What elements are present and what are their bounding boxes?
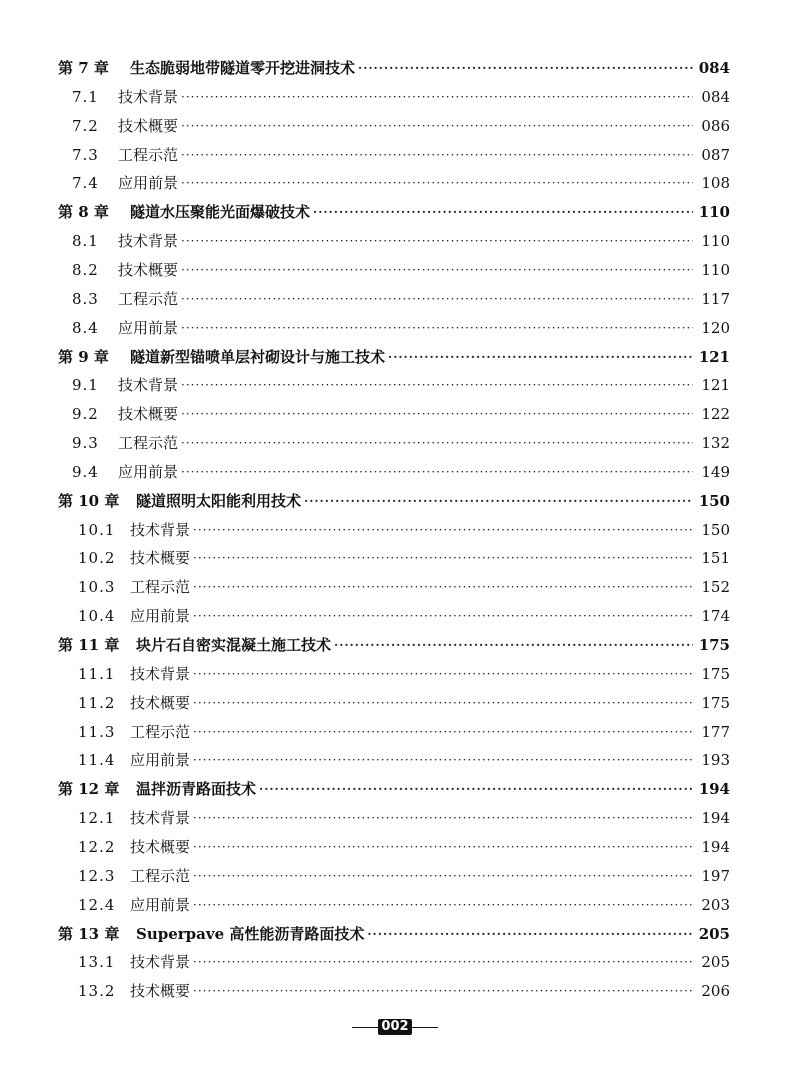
toc-entry-label xyxy=(58,170,178,196)
toc-entry-title: 生态脆弱地带隧道零开挖进洞技术 xyxy=(130,59,356,77)
toc-entry-page: 087 xyxy=(701,145,730,164)
dot-leader xyxy=(181,257,693,283)
page-footer xyxy=(0,1016,790,1038)
dot-leader xyxy=(388,344,693,370)
toc-entry-page: 117 xyxy=(701,289,730,308)
dot-leader xyxy=(181,459,693,485)
toc-entry-title: 技术背景 xyxy=(130,664,191,683)
toc-entry-label xyxy=(58,55,355,81)
toc-section-entry[interactable] xyxy=(58,401,730,427)
toc-entry-number: 第 10 章 xyxy=(58,491,120,510)
toc-entry-number: 10.3 xyxy=(78,578,116,597)
toc-entry-page: 121 xyxy=(701,376,730,395)
toc-entry-number: 12.4 xyxy=(78,895,116,914)
toc-entry-title: 温拌沥青路面技术 xyxy=(136,780,257,799)
toc-section-entry[interactable] xyxy=(58,372,730,398)
toc-section-entry[interactable] xyxy=(58,661,730,687)
toc-section-entry[interactable] xyxy=(58,459,730,485)
toc-entry-number: 7.2 xyxy=(72,116,99,135)
toc-entry-label xyxy=(58,142,178,168)
toc-entry-page: 108 xyxy=(701,174,730,193)
toc-entry-number: 第 9 章 xyxy=(58,347,109,366)
dot-leader xyxy=(304,488,693,514)
toc-entry-number: 9.3 xyxy=(72,434,99,453)
toc-section-entry[interactable] xyxy=(58,834,730,860)
toc-entry-number: 12.2 xyxy=(78,837,116,856)
toc-section-entry[interactable] xyxy=(58,719,730,745)
toc-entry-title: 应用前景 xyxy=(118,174,179,193)
toc-entry-number: 8.2 xyxy=(72,260,99,279)
dot-leader xyxy=(181,315,693,341)
toc-entry-title: 块片石自密实混凝土施工技术 xyxy=(136,636,332,654)
toc-entry-label xyxy=(58,574,190,600)
toc-entry-number: 9.2 xyxy=(72,405,99,424)
dot-leader xyxy=(193,978,693,1004)
toc-entry-label xyxy=(58,892,190,918)
toc-section-entry[interactable] xyxy=(58,747,730,773)
toc-entry-number: 11.1 xyxy=(78,664,116,683)
toc-entry-label xyxy=(58,228,178,254)
toc-entry-title: 工程示范 xyxy=(118,434,179,453)
dot-leader xyxy=(367,921,693,947)
dot-leader xyxy=(193,949,693,975)
toc-entry-title: 技术概要 xyxy=(130,693,191,712)
toc-section-entry[interactable] xyxy=(58,142,730,168)
toc-section-entry[interactable] xyxy=(58,517,730,543)
toc-entry-title: 技术概要 xyxy=(130,837,191,856)
toc-entry-page: 197 xyxy=(701,866,730,885)
toc-entry-number: 7.3 xyxy=(72,145,99,164)
toc-entry-number: 10.4 xyxy=(78,607,116,626)
toc-entry-number: 10.2 xyxy=(78,549,116,568)
toc-entry-page: 177 xyxy=(701,722,730,741)
toc-entry-page: 110 xyxy=(701,260,730,279)
dot-leader xyxy=(193,805,693,831)
toc-entry-title: 技术背景 xyxy=(118,87,179,106)
toc-section-entry[interactable] xyxy=(58,805,730,831)
dot-leader xyxy=(181,113,693,139)
toc-entry-label xyxy=(58,401,178,427)
toc-section-entry[interactable] xyxy=(58,84,730,110)
dot-leader xyxy=(334,632,693,658)
toc-section-entry[interactable] xyxy=(58,690,730,716)
toc-entry-page: 194 xyxy=(701,837,730,856)
toc-entry-title: 隧道水压聚能光面爆破技术 xyxy=(130,203,311,222)
toc-entry-title: 工程示范 xyxy=(130,866,191,885)
toc-entry-title: 技术背景 xyxy=(118,232,179,251)
dot-leader xyxy=(193,719,693,745)
toc-entry-label xyxy=(58,199,310,225)
toc-entry-label xyxy=(58,372,178,398)
toc-entry-title: 工程示范 xyxy=(130,722,191,741)
toc-entry-number: 8.3 xyxy=(72,289,99,308)
toc-entry-label xyxy=(58,949,190,975)
toc-entry-page: 175 xyxy=(701,693,730,712)
toc-entry-number: 9.4 xyxy=(72,462,99,481)
dot-leader xyxy=(193,574,693,600)
toc-entry-page: 151 xyxy=(701,549,730,568)
footer-rule-left xyxy=(352,1027,378,1028)
toc-entry-number: 第 13 章 xyxy=(58,924,120,943)
dot-leader xyxy=(358,55,693,81)
toc-entry-title: 技术背景 xyxy=(130,953,191,972)
toc-entry-label xyxy=(58,257,178,283)
dot-leader xyxy=(181,401,693,427)
toc-chapter-entry[interactable] xyxy=(58,776,730,802)
toc-entry-label xyxy=(58,805,190,831)
toc-entry-page: 194 xyxy=(701,809,730,828)
toc-entry-title: 技术概要 xyxy=(118,116,179,135)
dot-leader xyxy=(313,199,693,225)
dot-leader xyxy=(193,661,693,687)
toc-entry-title: 应用前景 xyxy=(130,607,191,626)
toc-section-entry[interactable] xyxy=(58,170,730,196)
toc-entry-label xyxy=(58,517,190,543)
toc-entry-title: 隧道新型锚喷单层衬砌设计与施工技术 xyxy=(130,347,386,366)
toc-entry-label xyxy=(58,459,178,485)
toc-chapter-entry[interactable] xyxy=(58,921,730,947)
toc-entry-label xyxy=(58,603,190,629)
toc-entry-label xyxy=(58,719,190,745)
toc-entry-number: 9.1 xyxy=(72,376,99,395)
dot-leader xyxy=(181,228,693,254)
toc-section-entry[interactable] xyxy=(58,863,730,889)
toc-entry-number: 13.2 xyxy=(78,982,116,1001)
toc-entry-number: 8.4 xyxy=(72,318,99,337)
toc-entry-title: 工程示范 xyxy=(118,145,179,164)
page-number: 002 xyxy=(378,1019,411,1035)
toc-entry-page: 120 xyxy=(701,318,730,337)
toc-entry-title: 技术概要 xyxy=(118,260,179,279)
toc-section-entry[interactable] xyxy=(58,257,730,283)
toc-entry-label xyxy=(58,430,178,456)
toc-entry-title: Superpave 高性能沥青路面技术 xyxy=(136,924,365,943)
toc-entry-label xyxy=(58,315,178,341)
toc-entry-title: 技术概要 xyxy=(118,405,179,424)
toc-entry-page: 132 xyxy=(701,434,730,453)
toc-entry-page: 193 xyxy=(701,751,730,770)
toc-entry-number: 10.1 xyxy=(78,520,116,539)
toc-section-entry[interactable] xyxy=(58,949,730,975)
toc-entry-page: 084 xyxy=(701,87,730,106)
toc-entry-page: 175 xyxy=(701,664,730,683)
dot-leader xyxy=(181,84,693,110)
toc-entry-number: 12.3 xyxy=(78,866,116,885)
toc-entry-page: 150 xyxy=(698,491,730,510)
toc-entry-number: 11.2 xyxy=(78,693,116,712)
toc-entry-title: 技术概要 xyxy=(130,549,191,568)
toc-entry-number: 第 11 章 xyxy=(58,636,120,654)
dot-leader xyxy=(193,747,693,773)
toc-entry-title: 应用前景 xyxy=(118,462,179,481)
toc-section-entry[interactable] xyxy=(58,430,730,456)
toc-entry-number: 第 12 章 xyxy=(58,780,120,799)
dot-leader xyxy=(181,170,693,196)
toc-entry-title: 应用前景 xyxy=(130,895,191,914)
toc-entry-title: 隧道照明太阳能利用技术 xyxy=(136,491,302,510)
toc-entry-number: 11.4 xyxy=(78,751,116,770)
toc-entry-label xyxy=(58,863,190,889)
dot-leader xyxy=(181,372,693,398)
toc-entry-page: 152 xyxy=(701,578,730,597)
toc-entry-title: 工程示范 xyxy=(130,578,191,597)
toc-entry-title: 工程示范 xyxy=(118,289,179,308)
toc-entry-page: 150 xyxy=(701,520,730,539)
toc-entry-number: 7.1 xyxy=(72,87,99,106)
footer-rule-right xyxy=(412,1027,438,1028)
toc-entry-label xyxy=(58,921,364,947)
toc-entry-title: 技术背景 xyxy=(118,376,179,395)
dot-leader xyxy=(193,517,693,543)
dot-leader xyxy=(193,863,693,889)
toc-entry-label xyxy=(58,286,178,312)
toc-entry-page: 084 xyxy=(698,59,730,77)
toc-entry-page: 194 xyxy=(698,780,730,799)
dot-leader xyxy=(193,834,693,860)
toc-section-entry[interactable] xyxy=(58,892,730,918)
toc-chapter-entry[interactable] xyxy=(58,632,730,658)
toc-entry-number: 12.1 xyxy=(78,809,116,828)
toc-entry-title: 应用前景 xyxy=(130,751,191,770)
toc-entry-page: 121 xyxy=(698,347,730,366)
dot-leader xyxy=(181,430,693,456)
toc-section-entry[interactable] xyxy=(58,978,730,1004)
toc-entry-page: 203 xyxy=(701,895,730,914)
toc-entry-number: 13.1 xyxy=(78,953,116,972)
toc-chapter-entry[interactable] xyxy=(58,344,730,370)
toc-entry-page: 086 xyxy=(701,116,730,135)
toc-entry-label xyxy=(58,488,301,514)
toc-entry-number: 7.4 xyxy=(72,174,99,193)
toc-entry-page: 149 xyxy=(701,462,730,481)
dot-leader xyxy=(181,286,693,312)
toc-section-entry[interactable] xyxy=(58,315,730,341)
dot-leader xyxy=(193,690,693,716)
toc-entry-title: 技术背景 xyxy=(130,809,191,828)
dot-leader xyxy=(193,545,693,571)
toc-entry-page: 205 xyxy=(698,924,730,943)
dot-leader xyxy=(193,603,693,629)
toc-entry-page: 205 xyxy=(701,953,730,972)
toc-entry-label xyxy=(58,690,190,716)
toc-section-entry[interactable] xyxy=(58,603,730,629)
toc-entry-label xyxy=(58,747,190,773)
toc-section-entry[interactable] xyxy=(58,286,730,312)
toc-chapter-entry[interactable] xyxy=(58,55,730,81)
toc-entry-label xyxy=(58,545,190,571)
toc-entry-number: 8.1 xyxy=(72,232,99,251)
dot-leader xyxy=(259,776,693,802)
toc-section-entry[interactable] xyxy=(58,228,730,254)
toc-entry-label xyxy=(58,661,190,687)
toc-entry-number: 第 8 章 xyxy=(58,203,109,222)
toc-entry-label xyxy=(58,834,190,860)
toc-entry-title: 技术概要 xyxy=(130,982,191,1001)
toc-entry-page: 122 xyxy=(701,405,730,424)
toc-entry-label xyxy=(58,978,190,1004)
dot-leader xyxy=(181,142,693,168)
toc-entry-label xyxy=(58,113,178,139)
toc-section-entry[interactable] xyxy=(58,545,730,571)
toc-entry-label xyxy=(58,84,178,110)
toc-chapter-entry[interactable] xyxy=(58,199,730,225)
dot-leader xyxy=(193,892,693,918)
toc-entry-label xyxy=(58,632,331,658)
toc-chapter-entry[interactable] xyxy=(58,488,730,514)
toc-entry-page: 110 xyxy=(698,203,730,222)
toc-entry-page: 206 xyxy=(701,982,730,1001)
toc-entry-title: 应用前景 xyxy=(118,318,179,337)
toc-entry-label xyxy=(58,344,385,370)
toc-entry-page: 110 xyxy=(701,232,730,251)
toc-entry-number: 11.3 xyxy=(78,722,116,741)
toc-entry-page: 174 xyxy=(701,607,730,626)
toc-section-entry[interactable] xyxy=(58,113,730,139)
toc-section-entry[interactable] xyxy=(58,574,730,600)
toc-entry-label xyxy=(58,776,256,802)
toc-entry-page: 175 xyxy=(698,636,730,654)
toc-entry-title: 技术背景 xyxy=(130,520,191,539)
toc-entry-number: 第 7 章 xyxy=(58,59,109,77)
